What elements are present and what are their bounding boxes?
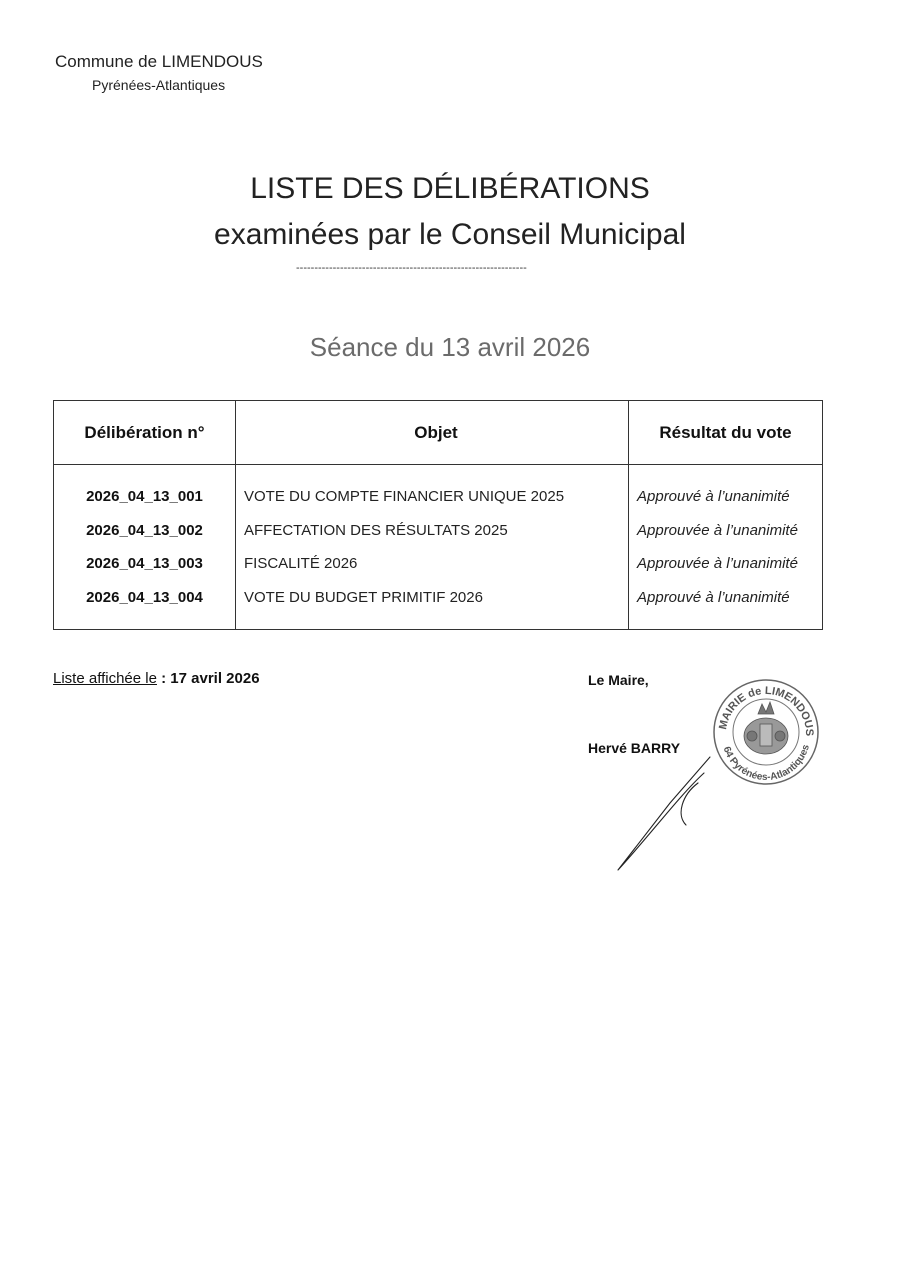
table-row [54, 514, 823, 548]
stamp-text-bottom: 64 Pyrénées-Atlantiques [720, 743, 812, 784]
stamp-text-top: MAIRIE de LIMENDOUS [717, 684, 816, 737]
deliberation-number: 2026_04_13_003 [54, 547, 236, 581]
posting-label: Liste affichée le [53, 670, 157, 687]
deliberation-object: FISCALITÉ 2026 [236, 547, 629, 581]
table-row [54, 581, 823, 615]
document-title: LISTE DES DÉLIBÉRATIONS [250, 172, 650, 205]
mayor-signature [610, 755, 730, 875]
department-name: Pyrénées-Atlantiques [92, 77, 226, 93]
deliberation-number: 2026_04_13_002 [54, 514, 236, 548]
header-result: Résultat du vote [629, 401, 823, 465]
vote-result: Approuvé à l’unanimité [629, 581, 823, 615]
title-separator: --------------------------------------------------------------- [296, 262, 527, 274]
deliberations-table [53, 400, 823, 630]
posting-date [53, 670, 260, 687]
posting-date-value: : 17 avril 2026 [156, 670, 260, 687]
session-date: Séance du 13 avril 2026 [309, 332, 591, 362]
table-header-row [54, 401, 823, 465]
deliberation-object: VOTE DU BUDGET PRIMITIF 2026 [236, 581, 629, 615]
document-subtitle: examinées par le Conseil Municipal [214, 218, 686, 251]
deliberation-number: 2026_04_13_001 [54, 480, 236, 514]
vote-result: Approuvée à l’unanimité [629, 547, 823, 581]
deliberation-object: VOTE DU COMPTE FINANCIER UNIQUE 2025 [236, 480, 629, 514]
mayor-title: Le Maire, [588, 672, 649, 688]
header-number: Délibération n° [54, 401, 236, 465]
coat-of-arms-icon [744, 702, 788, 754]
vote-result: Approuvé à l’unanimité [629, 480, 823, 514]
vote-result: Approuvée à l’unanimité [629, 514, 823, 548]
commune-name: Commune de LIMENDOUS [55, 52, 263, 71]
deliberation-object: AFFECTATION DES RÉSULTATS 2025 [236, 514, 629, 548]
table-row [54, 547, 823, 581]
header-object: Objet [236, 401, 629, 465]
deliberation-number: 2026_04_13_004 [54, 581, 236, 615]
table-row [54, 480, 823, 514]
mayor-name: Hervé BARRY [588, 740, 681, 756]
